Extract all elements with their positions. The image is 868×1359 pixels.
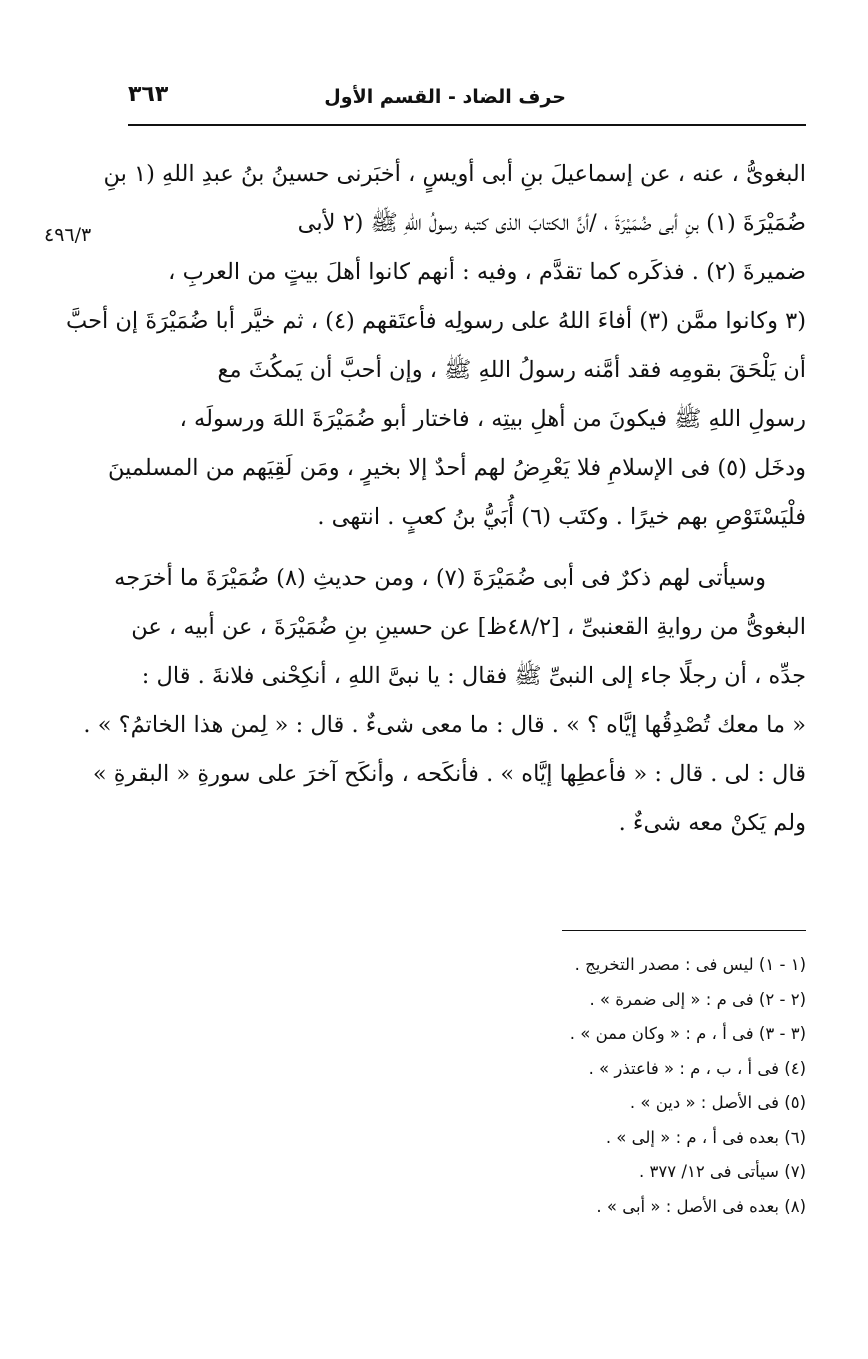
footnote: (١ - ١) ليس فى : مصدر التخريج . bbox=[574, 955, 806, 974]
header-rule bbox=[128, 124, 806, 126]
footnote: (٨) بعده فى الأصل : « أبى » . bbox=[596, 1196, 806, 1216]
text-line: البغوىُّ ، عنه ، عن إسماعيلَ بنِ أبى أويسٍ ، أخبَرنى حسينُ بنُ عبدِ اللهِ (١ بنِ bbox=[103, 161, 806, 187]
footnote: (٧) سيأتى فى ١٢/ ٣٧٧ . bbox=[639, 1162, 806, 1181]
footnote: (٥) فى الأصل : « دين » . bbox=[629, 1093, 806, 1112]
footnotes bbox=[206, 948, 806, 1224]
footnote: (٣ - ٣) فى أ ، م : « وكان ممن » . bbox=[569, 1024, 806, 1043]
text-line: جدِّه ، أن رجلًا جاء إلى النبىِّ ﷺ فقال : يا نبىَّ اللهِ ، أنكِحْنى فلانةَ . قال : bbox=[141, 663, 806, 689]
text-line: رسولِ اللهِ ﷺ فيكونَ من أهلِ بيتِه ، فاختار أبو ضُمَيْرَةَ اللهَ ورسولَه ، bbox=[179, 406, 806, 432]
text-line: ولم يَكنْ معه شىءٌ . bbox=[618, 810, 806, 836]
margin-reference: ٤٩٦/٣ bbox=[44, 224, 92, 246]
text-line: « ما معك تُصْدِقُها إيَّاه ؟ » . قال : ما معى شىءٌ . قال : « لِمن هذا الخاتمُ؟ » . bbox=[83, 712, 806, 738]
text-line: قال : لى . قال : « فأعطِها إيَّاه » . فأنكَحه ، وأنكَح آخرَ على سورةِ « البقرةِ » bbox=[92, 761, 806, 787]
footnote: (٦) بعده فى أ ، م : « إلى » . bbox=[605, 1127, 806, 1147]
text-line: وسيأتى لهم ذكرٌ فى أبى ضُمَيْرَةَ (٧) ، ومن حديثِ (٨) ضُمَيْرَةَ ما أخرَجه bbox=[114, 565, 766, 591]
paragraph-gap bbox=[128, 542, 806, 554]
footnote: (٤) فى أ ، ب ، م : « فاعتذر » . bbox=[588, 1058, 806, 1078]
page-header bbox=[128, 80, 806, 124]
text-line: فلْيَسْتَوْصِ بهم خيرًا . وكتَب (٦) أُبَيُّ بنُ كعبٍ . انتهى . bbox=[317, 504, 806, 530]
running-title: حرف الضاد - القسم الأول bbox=[324, 86, 566, 108]
text-line: ضُمَيْرَةَ (١) بنِ أبى ضُمَيْرَةَ ، /أنَّ الكتابَ الذى كتبه رسولُ اللهِ ﷺ (٢ لأبى bbox=[297, 210, 806, 236]
text-line: البغوىُّ من روايةِ القعنبىِّ ، [٤٨/٢ظ] عن حسينِ بنِ ضُمَيْرَةَ ، عن أبيه ، عن bbox=[131, 614, 806, 640]
footnote-separator bbox=[562, 930, 806, 931]
footnote: (٢ - ٢) فى م : « إلى ضمرة » . bbox=[589, 989, 806, 1009]
text-line: (٣ وكانوا ممَّن (٣) أفاءَ اللهُ على رسولِه فأعتَقهم (٤) ، ثم خيَّر أبا ضُمَيْرَةَ إن أحبَّ bbox=[65, 308, 806, 334]
text-line: أن يَلْحَقَ بقومِه فقد أمَّنه رسولُ اللهِ ﷺ ، وإن أحبَّ أن يَمكُثَ مع bbox=[217, 357, 806, 383]
page-number: ٣٦٣ bbox=[128, 82, 169, 107]
text-line: ودخَل (٥) فى الإسلامِ فلا يَعْرِضُ لهم أحدٌ إلا بخيرٍ ، ومَن لَقِيَهم من المسلمينَ bbox=[108, 455, 806, 481]
text-line: ضميرةَ (٢) . فذكَره كما تقدَّم ، وفيه : أنهم كانوا أهلَ بيتٍ من العربِ ، bbox=[168, 259, 806, 285]
